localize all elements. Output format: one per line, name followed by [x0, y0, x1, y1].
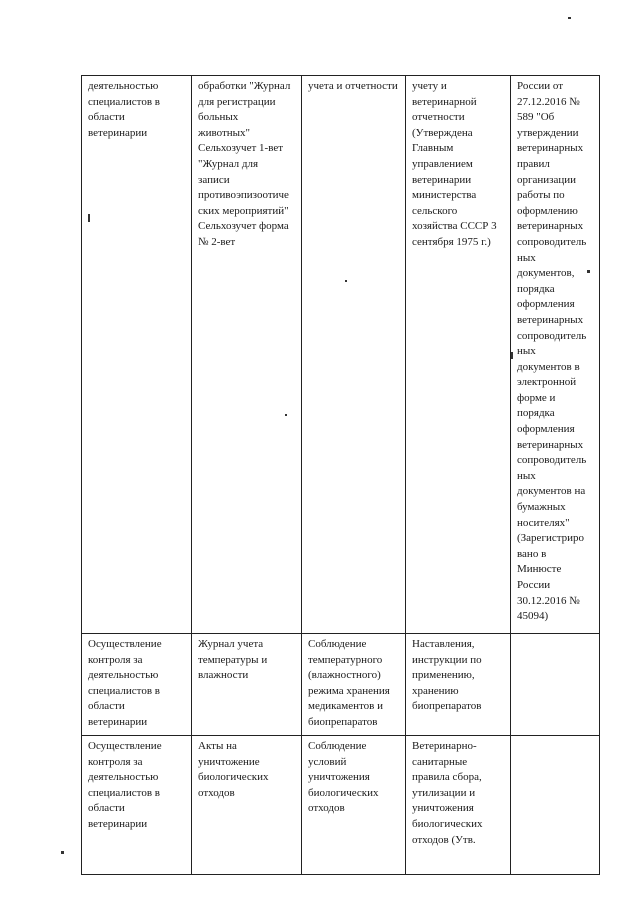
table-cell	[302, 736, 406, 875]
table-cell	[511, 76, 600, 634]
cell-text: учету и ветеринарной отчетности (Утверждена Главным управлением ветеринарии министерства сельского хозяйства СССР 3 сентября 1975 г.)	[412, 80, 497, 248]
table-cell	[192, 736, 302, 875]
cell-text: обработки "Журнал для регистрации больных животных" Сельхозучет 1-вет "Журнал для записи противоэпизоотиче ских мероприятий" Сельхозучет форма № 2-вет	[198, 80, 291, 248]
table-cell	[82, 736, 192, 875]
cell-text: Журнал учета температуры и влажности	[198, 638, 268, 682]
table-cell	[302, 634, 406, 736]
cell-text: России от 27.12.2016 № 589 "Об утверждении ветеринарных правил организации работы по оформлению ветеринарных сопроводитель ных документов, порядка оформления ветеринарных сопроводитель ных документов в электронной форме и порядка оформления ветеринарных сопроводитель ных документов на бумажных носителях" (Зарегистриро вано в Минюсте России 30.12.2016 № 45094)	[517, 80, 587, 623]
cell-text: деятельностью специалистов в области ветеринарии	[88, 80, 160, 139]
table-cell	[192, 76, 302, 634]
table-cell	[406, 76, 511, 634]
table-row	[82, 76, 600, 634]
table-row	[82, 634, 600, 736]
cell-text: Наставления, инструкции по применению, хранению биопрепаратов	[412, 638, 482, 713]
table-cell	[82, 634, 192, 736]
cell-text: Осуществление контроля за деятельностью специалистов в области ветеринарии	[88, 740, 162, 830]
table-cell	[302, 76, 406, 634]
table-cell	[511, 634, 600, 736]
table-row	[82, 736, 600, 875]
cell-text: Осуществление контроля за деятельностью специалистов в области ветеринарии	[88, 638, 162, 728]
cell-text: Соблюдение температурного (влажностного) режима хранения медикаментов и биопрепаратов	[308, 638, 390, 728]
control-table	[81, 75, 600, 875]
cell-text: Акты на уничтожение биологических отходов	[198, 740, 269, 799]
table-cell	[82, 76, 192, 634]
cell-text: учета и отчетности	[308, 80, 398, 92]
cell-text: Соблюдение условий уничтожения биологических отходов	[308, 740, 379, 815]
table-cell	[192, 634, 302, 736]
cell-text: Ветеринарно- санитарные правила сбора, утилизации и уничтожения биологических отходов (Утв.	[412, 740, 483, 846]
table-cell	[406, 736, 511, 875]
table-cell	[406, 634, 511, 736]
table-cell	[511, 736, 600, 875]
